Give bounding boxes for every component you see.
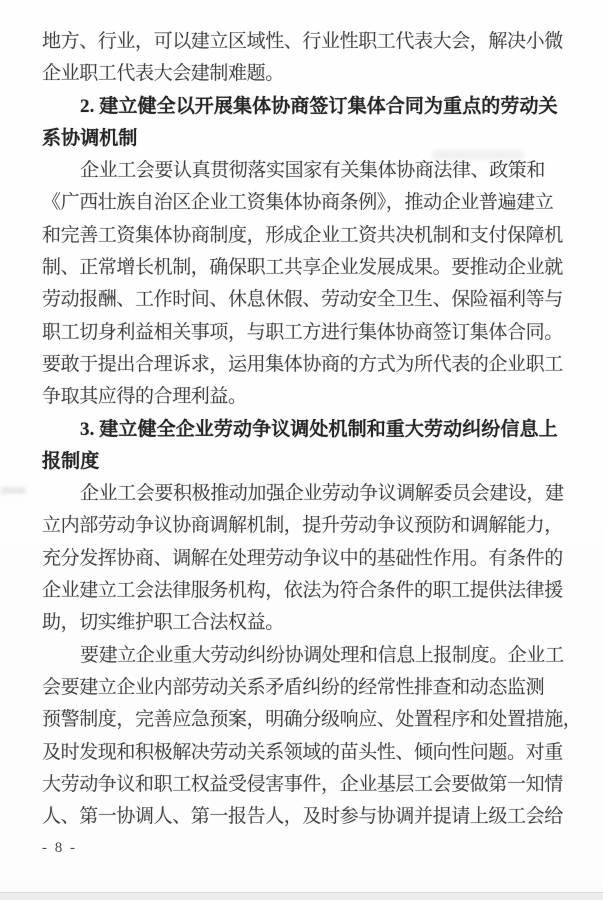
text-line: 企业职工代表大会建制难题。 (42, 63, 284, 85)
scan-bottom-edge (0, 892, 603, 900)
text-line: 会要建立企业内部劳动关系矛盾纠纷的经常性排查和动态监测 (42, 676, 545, 698)
text-line: 预警制度，完善应急预案，明确分级响应、处置程序和处置措施， (42, 709, 582, 731)
text-line: 争取其应得的合理利益。 (42, 386, 247, 408)
text-line: 劳动报酬、工作时间、休息休假、劳动安全卫生、保险福利等与 (42, 289, 563, 311)
text-line: 人、第一协调人、第一报告人，及时参与协调并提请上级工会给 (42, 806, 563, 828)
text-line: 职工切身利益相关事项，与职工方进行集体协商签订集体合同。 (42, 321, 563, 343)
text-line: 要建立企业重大劳动纠纷协调处理和信息上报制度。企业工 (80, 644, 564, 666)
scan-artifact (0, 487, 26, 494)
text-line: 立内部劳动争议协商调解机制，提升劳动争议预防和调解能力， (42, 515, 563, 537)
text-line: 要敢于提出合理诉求，运用集体协商的方式为所代表的企业职工 (42, 353, 563, 375)
text-line: 助，切实维护职工合法权益。 (42, 612, 284, 634)
section-heading: 系协调机制 (42, 127, 138, 149)
section-heading: 2. 建立健全以开展集体协商签订集体合同为重点的劳动关 (80, 95, 558, 117)
text-line: 企业工会要积极推动加强企业劳动争议调解委员会建设，建 (80, 483, 564, 505)
text-line: 充分发挥协商、调解在处理劳动争议中的基础性作用。有条件的 (42, 547, 563, 569)
text-line: 企业工会要认真贯彻落实国家有关集体协商法律、政策和 (80, 160, 546, 182)
page-number: - 8 - (42, 840, 77, 857)
text-line: 《广西壮族自治区企业工资集体协商条例》，推动企业普遍建立 (42, 192, 554, 214)
document-body (42, 26, 582, 858)
text-line: 大劳动争议和职工权益受侵害事件，企业基层工会要做第一知情 (42, 773, 563, 795)
section-heading: 报制度 (42, 450, 100, 472)
text-line: 和完善工资集体协商制度，形成企业工资共决机制和支付保障机 (42, 224, 563, 246)
section-heading: 3. 建立健全企业劳动争议调处机制和重大劳动纠纷信息上 (80, 418, 558, 440)
text-line: 及时发现和积极解决劳动关系领域的苗头性、倾向性问题。对重 (42, 741, 563, 763)
text-line: 企业建立工会法律服务机构，依法为符合条件的职工提供法律援 (42, 580, 563, 602)
text-line: 地方、行业，可以建立区域性、行业性职工代表大会，解决小微 (42, 31, 563, 52)
text-line: 制、正常增长机制，确保职工共享企业发展成果。要推动企业就 (42, 257, 563, 279)
